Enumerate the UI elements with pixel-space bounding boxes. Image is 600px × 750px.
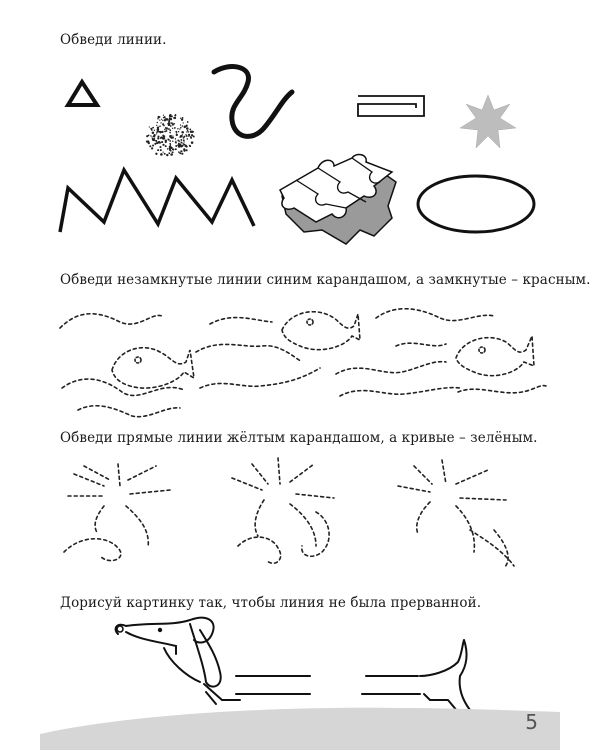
stipple-dot xyxy=(169,147,172,150)
stipple-dot xyxy=(174,117,176,119)
stipple-dot xyxy=(159,146,161,148)
stipple-dot xyxy=(182,117,184,119)
stipple-dot xyxy=(167,139,168,140)
gray-star xyxy=(460,95,516,148)
stipple-dot xyxy=(179,141,180,142)
stipple-dot xyxy=(183,122,184,123)
instruction-open-closed-lines: Обведи незамкнутые линии синим карандашом, а замкнутые – красным. xyxy=(60,272,591,288)
stipple-dot xyxy=(185,125,187,127)
stipple-dot xyxy=(164,129,166,131)
stipple-dot xyxy=(157,122,158,123)
instruction-complete-picture: Дорисуй картинку так, чтобы линия не была прерванной. xyxy=(60,595,482,611)
stipple-dot xyxy=(172,149,173,150)
stipple-dot xyxy=(152,144,154,146)
stipple-dot xyxy=(190,145,192,147)
stipple-dot xyxy=(171,115,173,117)
stipple-dot xyxy=(180,118,181,119)
stipple-dot xyxy=(183,136,185,138)
stipple-dot xyxy=(167,123,168,124)
dotted-rays-group-right xyxy=(398,460,514,568)
stipple-dot xyxy=(169,132,171,134)
stipple-dot xyxy=(171,137,173,139)
stipple-dot xyxy=(177,128,178,129)
stipple-dot xyxy=(186,131,187,132)
stipple-dot xyxy=(181,153,183,155)
stipple-dot xyxy=(175,114,176,115)
stipple-dot xyxy=(160,137,162,139)
stipple-dot xyxy=(186,127,189,130)
stipple-dot xyxy=(175,141,176,142)
stipple-dot xyxy=(179,128,180,129)
stipple-dot xyxy=(183,144,184,145)
stipple-dot xyxy=(181,119,183,121)
stipple-dot xyxy=(176,132,178,134)
stipple-dot xyxy=(180,127,182,129)
stipple-dot xyxy=(149,145,151,147)
stipple-dot xyxy=(168,128,170,130)
instruction-trace-lines: Обведи линии. xyxy=(60,32,167,48)
stipple-dot xyxy=(150,128,152,130)
stipple-dot xyxy=(149,126,150,127)
stipple-dot xyxy=(180,135,183,138)
dotted-rays-group-middle xyxy=(232,458,334,563)
fish-right xyxy=(456,336,534,376)
stipple-dot xyxy=(170,118,172,120)
stipple-dot xyxy=(166,118,169,121)
stipple-dot xyxy=(148,140,149,141)
dotted-cloud-shape xyxy=(146,114,195,156)
stipple-dot xyxy=(161,119,162,120)
stipple-dot xyxy=(190,137,192,139)
stipple-dot xyxy=(162,120,163,121)
stipple-dot xyxy=(178,151,180,153)
oval-shape xyxy=(418,176,534,232)
instruction-straight-curved-lines: Обведи прямые линии жёлтым карандашом, а кривые – зелёным. xyxy=(60,430,538,446)
puzzle-shape xyxy=(280,155,396,244)
stipple-dot xyxy=(155,153,157,155)
stipple-dot xyxy=(187,131,189,133)
stipple-dot xyxy=(157,137,159,139)
stipple-dot xyxy=(160,122,161,123)
stipple-dot xyxy=(169,129,171,131)
stipple-dot xyxy=(159,131,161,133)
stipple-dot xyxy=(164,131,166,133)
stipple-dot xyxy=(193,135,195,137)
stipple-dot xyxy=(159,116,160,117)
stipple-dot xyxy=(163,137,166,140)
stipple-dot xyxy=(160,153,163,156)
stipple-dot xyxy=(177,144,179,146)
dotted-wave-lines xyxy=(60,309,546,417)
stipple-dot xyxy=(156,142,158,144)
stipple-dot xyxy=(172,140,173,141)
stipple-dot xyxy=(167,148,169,150)
stipple-dot xyxy=(153,134,155,136)
stipple-dot xyxy=(155,140,157,142)
footer-band xyxy=(40,708,560,750)
stipple-dot xyxy=(150,135,151,136)
stipple-dot xyxy=(161,141,163,143)
stipple-dot xyxy=(189,134,190,135)
stipple-dot xyxy=(180,150,182,152)
stipple-dot xyxy=(148,142,150,144)
stipple-dot xyxy=(175,142,177,144)
scribble-shape xyxy=(214,67,292,137)
stipple-dot xyxy=(165,141,167,143)
page-number: 5 xyxy=(525,710,538,734)
stipple-dot xyxy=(191,141,194,144)
stipple-dot xyxy=(172,124,174,126)
stipple-dot xyxy=(175,138,176,139)
stipple-dot xyxy=(170,144,171,145)
stipple-dot xyxy=(163,136,164,137)
stipple-dot xyxy=(183,141,184,142)
stipple-dot xyxy=(156,125,157,126)
stipple-dot xyxy=(166,154,168,156)
stipple-dot xyxy=(170,135,172,137)
stipple-dot xyxy=(152,132,155,135)
stipple-dot xyxy=(178,131,179,132)
zigzag-shape xyxy=(60,170,254,232)
stipple-dot xyxy=(172,135,173,136)
stipple-dot xyxy=(164,153,166,155)
stipple-dot xyxy=(154,138,156,140)
stipple-dot xyxy=(157,149,159,151)
stipple-dot xyxy=(187,130,188,131)
stipple-dot xyxy=(168,152,170,154)
stipple-dot xyxy=(158,127,159,128)
stipple-dot xyxy=(184,126,186,128)
stipple-dot xyxy=(186,146,188,148)
stipple-dot xyxy=(187,121,189,123)
stipple-dot xyxy=(180,124,181,125)
stipple-dot xyxy=(170,125,172,127)
stipple-dot xyxy=(189,129,191,131)
stipple-dot xyxy=(152,127,154,129)
stipple-dot xyxy=(175,148,177,150)
stipple-dot xyxy=(176,134,178,136)
stipple-dot xyxy=(183,150,185,152)
stipple-dot xyxy=(187,138,189,140)
stipple-dot xyxy=(157,135,159,137)
stipple-dot xyxy=(172,128,173,129)
stipple-dot xyxy=(188,136,189,137)
dachshund-drawing xyxy=(116,618,470,712)
stipple-dot xyxy=(158,130,159,131)
stipple-dot xyxy=(163,115,164,116)
stipple-dot xyxy=(151,136,152,137)
fish-left xyxy=(112,348,194,388)
stipple-dot xyxy=(148,135,150,137)
stipple-dot xyxy=(172,151,174,153)
stipple-dot xyxy=(162,151,163,152)
stipple-dot xyxy=(151,147,153,149)
stipple-dot xyxy=(164,119,166,121)
stipple-dot xyxy=(181,131,183,133)
stipple-dot xyxy=(175,145,177,147)
stipple-dot xyxy=(170,122,172,124)
stipple-dot xyxy=(160,149,162,151)
stipple-dot xyxy=(180,139,182,141)
stipple-dot xyxy=(156,133,157,134)
star-shape xyxy=(460,95,516,148)
stipple-dot xyxy=(174,127,176,129)
stipple-dot xyxy=(169,143,171,145)
stipple-dot xyxy=(163,116,165,118)
stipple-dot xyxy=(152,138,154,140)
dotted-rays-group-left xyxy=(64,464,170,561)
spiral-rectangle-shape xyxy=(358,96,424,116)
stipple-dot xyxy=(166,127,168,129)
stipple-dot xyxy=(159,119,160,120)
stipple-dot xyxy=(191,131,193,133)
stipple-dot xyxy=(159,142,161,144)
stipple-dot xyxy=(182,125,184,127)
stipple-dot xyxy=(186,149,188,151)
stipple-dot xyxy=(186,135,188,137)
triangle-shape xyxy=(68,82,97,105)
stipple-dot xyxy=(183,139,185,141)
stipple-dot xyxy=(165,145,167,147)
stipple-dot xyxy=(170,154,172,156)
fish-middle xyxy=(282,312,360,350)
stipple-dot xyxy=(154,130,155,131)
stipple-dot xyxy=(162,123,164,125)
stipple-dot xyxy=(182,145,184,147)
stipple-dot xyxy=(162,144,164,146)
stipple-dot xyxy=(181,142,182,143)
stipple-dot xyxy=(159,125,161,127)
stipple-dot xyxy=(169,140,171,142)
